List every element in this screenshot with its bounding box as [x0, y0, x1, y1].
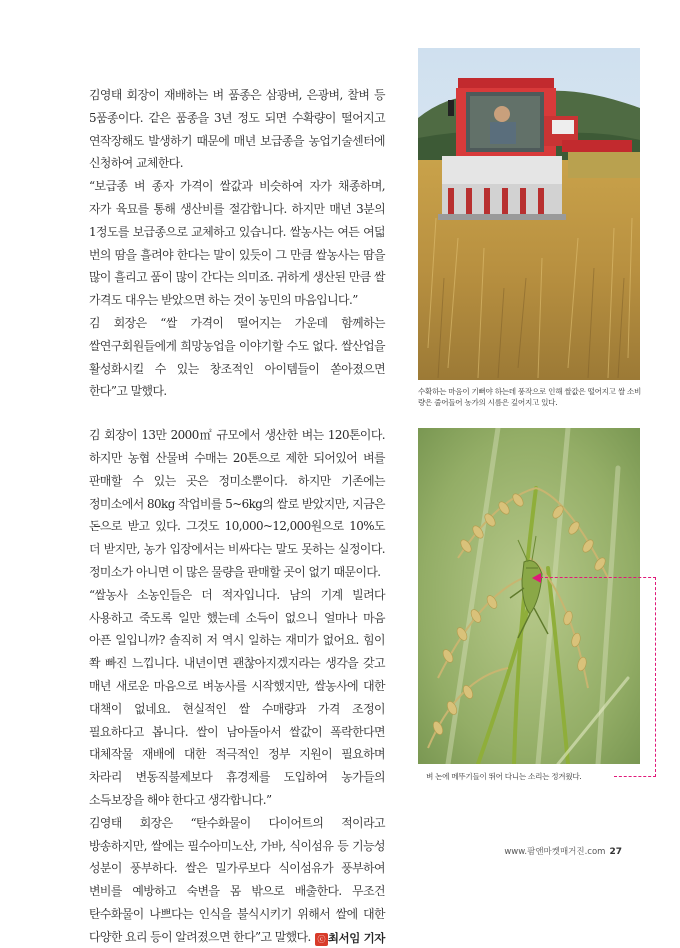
grasshopper-photo-caption: 벼 논에 메뚜기들이 뛰어 다니는 소리는 정겨웠다. [426, 772, 582, 781]
paragraph-text: 김영태 회장은 “탄수화물이 다이어트의 적이라고 방송하지만, 쌀에는 필수아미노산, 가바, 식이섬유 등 기능성 성분이 풍부하다. 쌀은 밀가루보다 식이섬유가 풍부하여 변비를 예방하고 숙변을 몸 밖으로 배출한다. 무조건 탄수화물이 나쁘다는 인식을 불식시키기 위해서 쌀에 대한 다양한 요리 등이 알려졌으면 한다”고 말했다. [89, 815, 385, 944]
pointer-arrow-icon [532, 573, 541, 583]
paragraph: “보급종 벼 종자 가격이 쌀값과 비슷하여 자가 채종하며, 자가 육묘를 통해 생산비를 절감합니다. 하지만 매년 3분의 1정도를 보급종으로 교체하고 있습니다. 쌀농사는 여든 여덟 번의 땀을 흘려야 한다는 말이 있듯이 그 만큼 쌀농사는 땀을 많이 흘리고 품이 많이 간다는 의미죠. 귀하게 생산된 만큼 쌀 가격도 대우는 받았으면 하는 것이 농민의 마음입니다.” [89, 179, 385, 308]
page-number: 27 [609, 847, 622, 857]
paragraph [89, 812, 385, 948]
paragraph: 김 회장은 “쌀 가격이 떨어지는 가운데 함께하는 쌀연구회원들에게 희망농업을 이야기할 수도 없다. 쌀산업을 활성화시킬 수 있는 창조적인 아이템들이 쏟아졌으면 한다”고 말했다. [89, 315, 385, 399]
pointer-line [614, 776, 656, 777]
footer-site: www.팜앤마켓매거진.com [504, 847, 606, 857]
byline: 최서임 기자 [327, 931, 385, 946]
paragraph: 김 회장이 13만 2000㎡ 규모에서 생산한 벼는 120톤이다. 하지만 농협 산물벼 수매는 20톤으로 제한 되어있어 벼를 판매할 수 있는 곳은 정미소뿐이다. 하지만 기존에는 정미소에서 80kg 작업비를 5~6kg의 쌀로 받았지만, 지금은 돈으로 받고 있다. 그것도 10,000~12,000원으로 10%도 더 받지만, 농가 입장에서는 비싸다는 말도 못하는 실정이다. 정미소가 아니면 이 많은 물량을 판매할 곳이 없기 때문이다. [89, 428, 385, 579]
page-footer [504, 845, 622, 857]
harvest-photo [418, 48, 640, 380]
grasshopper-photo [418, 428, 640, 764]
pointer-line [540, 577, 656, 578]
section-gap [89, 403, 385, 424]
paragraph: 김영태 회장이 재배하는 벼 품종은 삼광벼, 은광벼, 찰벼 등 5품종이다. 같은 품종을 3년 정도 되면 수확량이 떨어지고 연작장해도 발생하기 때문에 매년 보급종을 농업기술센터에 신청하여 교체한다. [89, 88, 385, 171]
pointer-line [655, 577, 656, 777]
closing-block [89, 812, 385, 948]
article-body [89, 84, 385, 948]
harvest-photo-caption: 수확하는 마음이 기뻐야 하는데 풍작으로 인해 쌀값은 떨어지고 쌀 소비량은 줄어들어 농가의 시름은 깊어지고 있다. [418, 387, 642, 407]
end-mark-icon: ⓒ [315, 933, 328, 946]
paragraph: “쌀농사 소농인들은 더 적자입니다. 남의 기계 빌려다 사용하고 죽도록 일만 했는데 소득이 없으니 얼마나 마음 아픈 일입니까? 솔직히 저 역시 일하는 재미가 없어요. 힘이 쫙 빠진 느낍니다. 내년이면 괜찮아지겠지라는 생각을 갖고 매년 새로운 마음으로 벼농사를 시작했지만, 쌀농사에 대한 대책이 없네요. 현실적인 쌀 수매량과 가격 조정이 필요하다고 봅니다. 쌀이 남아돌아서 쌀값이 폭락한다면 대체작물 재배에 대한 적극적인 정부 지원이 필요하며 차라리 변동직불제보다 휴경제를 도입하여 농가들의 소득보장을 해야 한다고 생각합니다.” [89, 587, 385, 807]
